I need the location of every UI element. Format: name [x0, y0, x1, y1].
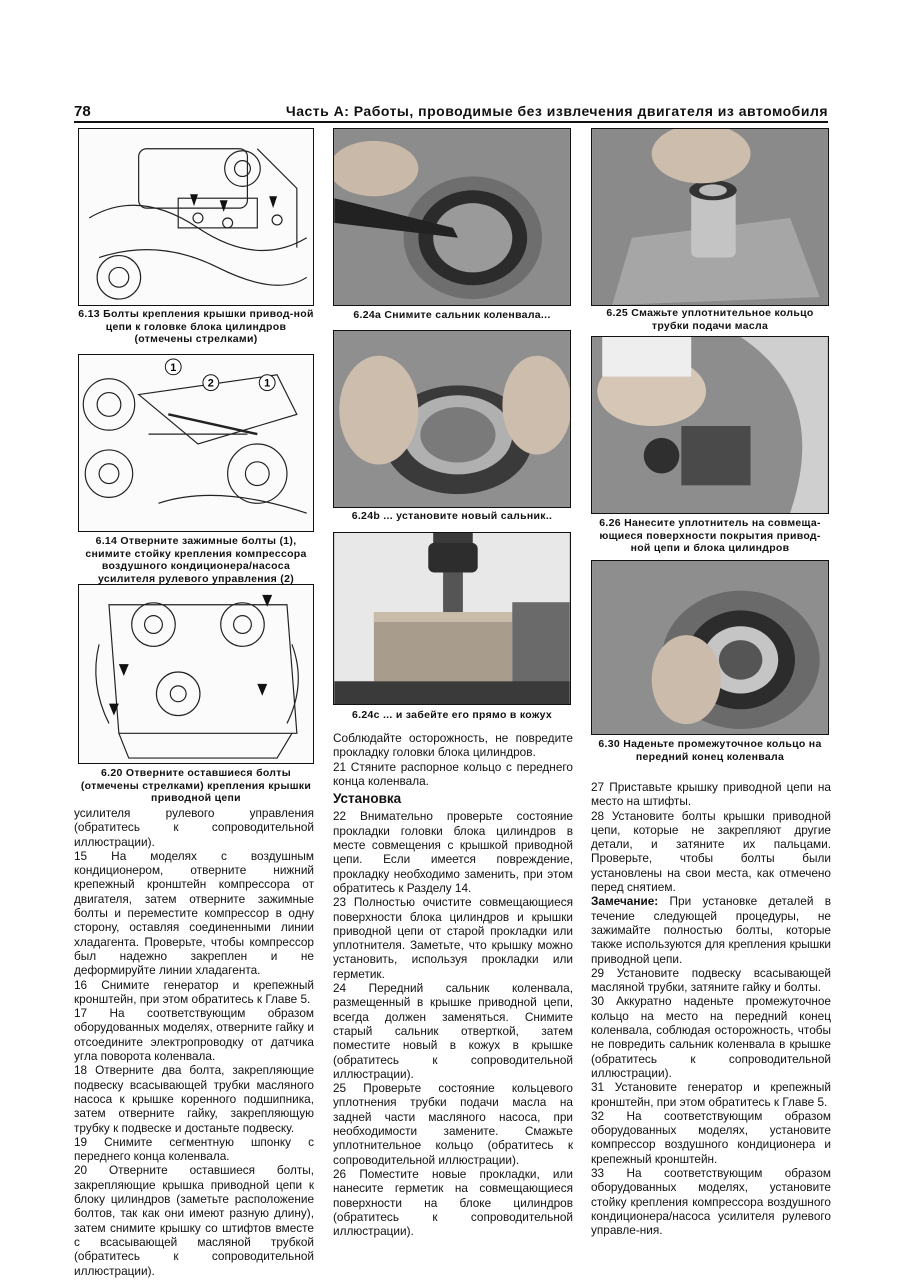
header-rule	[74, 121, 828, 123]
page-number: 78	[74, 103, 91, 120]
seal-install-photo-icon	[334, 331, 570, 507]
page-header	[74, 103, 828, 123]
figure-6-26-caption: 6.26 Нанесите уплотнитель на совмеща-ющиеся поверхности покрытия привод-ной цепи и блока цилиндров	[599, 517, 821, 554]
paragraph-33: 33 На соответствующим образом оборудованных моделях, установите стойку крепления компрессора воздушного кондиционера/насоса усилителя рулевого управле-ния.	[591, 1166, 831, 1238]
section-heading-installation: Установка	[333, 791, 402, 807]
paragraph-25: 25 Проверьте состояние кольцевого уплотнения трубки подачи масла на задней части масляного насоса, при необходимости замените. Смажьте уплотнительное кольцо (обратитесь к сопроводительной иллюстрации).	[333, 1081, 573, 1167]
note-text: При установке деталей в течение следующей процедуры, не зажимайте полностью болты, которые также используются для крепления крышки приводной цепи.	[591, 894, 831, 966]
figure-6-13-caption: 6.13 Болты крепления крышки привод-ной цепи к головке блока цилиндров (отмечены стрелками)	[78, 308, 314, 345]
paragraph-15: 15 На моделях с воздушным кондиционером, отверните нижний крепежный кронштейн компрессора от двигателя, затем отверните зажимные болты и переместите компрессор в одну сторону, оставляя соединенными линии хладагента. Проверьте, чтобы компрессор был надежно закреплен и не деформируйте линии хладагента.	[74, 848, 314, 978]
engine-line-drawing-icon	[79, 129, 313, 305]
figure-6-20-caption: 6.20 Отверните оставшиеся болты (отмечены стрелками) крепления крышки приводной цепи	[80, 767, 312, 804]
paragraph-23: 23 Полностью очистите совмещающиеся поверхности блока цилиндров и крышки приводной цепи от старой прокладки или уплотнителя. Заметьте, что крышку можно установить, используя прокладки или герметик.	[333, 895, 573, 981]
paragraph-30: 30 Аккуратно наденьте промежуточное кольцо на место на передний конец коленвала, соблюдая осторожность, чтобы не повредить сальник коленвала в крышке (обратитесь к сопроводительной иллюстрации).	[591, 994, 831, 1080]
figure-6-13-image	[78, 128, 314, 306]
callout-1-b	[259, 375, 275, 391]
paragraph-21: 21 Стяните распорное кольцо с переднего конца коленвала.	[333, 759, 573, 788]
paragraph-27: 27 Приставьте крышку приводной цепи на место на штифты.	[591, 780, 831, 809]
callout-1-a	[165, 359, 181, 375]
figure-6-24a-image	[333, 128, 571, 306]
text-column-1	[74, 806, 314, 1278]
svg-text:1: 1	[170, 361, 177, 374]
paragraph-29: 29 Установите подвеску всасывающей масляной трубки, затяните гайку и болты.	[591, 965, 831, 995]
paragraph-20: 20 Отверните оставшиеся болты, закрепляющие крышка приводной цепи к блоку цилиндров (заметьте расположение болтов, так как они имеют разную длину), затем снимите крышку со штифтов вместе с всасывающей масляной трубкой (обратитесь к сопроводительной иллюстрации).	[74, 1163, 314, 1278]
paragraph-32: 32 На соответствующим образом оборудованных моделях, установите компрессор воздушного кондиционера и крепежный кронштейн.	[591, 1108, 831, 1166]
figure-6-20-image	[78, 584, 314, 764]
page-title: Часть А: Работы, проводимые без извлечения двигателя из автомобиля	[285, 103, 828, 119]
paragraph-18: 18 Отверните два болта, закрепляющие подвеску всасывающей трубки масляного насоса к крышке коренного подшипника, затем отверните гайку, закрепляющую трубку к подвеске и достаньте подвеску.	[74, 1063, 314, 1135]
seal-removal-photo-icon	[334, 129, 570, 305]
figure-6-24c-caption: 6.24c ... и забейте его прямо в кожух	[351, 709, 553, 721]
spacer-ring-photo-icon	[592, 561, 828, 734]
svg-text:1: 1	[264, 377, 271, 390]
hammer-photo-icon	[334, 533, 570, 704]
paragraph-24: 24 Передний сальник коленвала, размещенный в крышке приводной цепи, всегда должен заменяться. Снимите старый сальник отверткой, затем поместите новый в кожух в крышке (обратитесь к сопроводительной иллюстрации).	[333, 981, 573, 1081]
figure-6-30-caption: 6.30 Наденьте промежуточное кольцо на передний конец коленвала	[598, 738, 822, 763]
figure-6-25-caption: 6.25 Смажьте уплотнительное кольцо трубки подачи масла	[606, 307, 814, 332]
note-label: Замечание:	[591, 894, 659, 909]
figure-6-30-image	[591, 560, 829, 735]
text-column-3	[591, 780, 831, 1238]
figure-6-24a-caption: 6.24a Снимите сальник коленвала...	[353, 309, 551, 321]
svg-text:2: 2	[207, 377, 214, 390]
figure-6-24c-image	[333, 532, 571, 705]
sealant-photo-icon	[592, 337, 828, 513]
paragraph-22: 22 Внимательно проверьте состояние прокладки головки блока цилиндров в месте совмещения с крышкой приводной цепи. Если имеется повреждение, прокладку необходимо заменить, при этом обратитесь к Разделу 14.	[333, 809, 573, 895]
figure-6-25-image	[591, 128, 829, 306]
figure-6-14-image	[78, 354, 314, 532]
note-paragraph	[591, 894, 831, 965]
callout-2	[203, 375, 219, 391]
paragraph-26: 26 Поместите новые прокладки, или нанесите герметик на совмещающиеся поверхности на блоке цилиндров (обратитесь к сопроводительной иллюстрации).	[333, 1166, 573, 1239]
figure-6-14-caption: 6.14 Отверните зажимные болты (1), снимите стойку крепления компрессора воздушного кондиционера/насоса усилителя рулевого управления (2)	[85, 535, 307, 585]
text-column-2	[333, 731, 573, 1238]
figure-6-24b-caption: 6.24b ... установите новый сальник..	[351, 510, 553, 522]
figure-6-26-image	[591, 336, 829, 514]
paragraph-14-cont: усилителя рулевого управления (обратитесь к сопроводительной иллюстрации).	[74, 806, 314, 849]
paragraph-16: 16 Снимите генератор и крепежный кронштейн, при этом обратитесь к Главе 5.	[74, 977, 314, 1006]
oil-tube-photo-icon	[592, 129, 828, 305]
paragraph-17: 17 На соответствующим образом оборудованных моделях, отверните гайку и отсоедините электропроводку от датчика угла поворота коленвала.	[74, 1006, 314, 1064]
paragraph-28: 28 Установите болты крышки приводной цепи, которые не закрепляют другие детали, и затяните их пальцами. Проверьте, чтобы болты были установлены на свои места, как отмечено перед снятием.	[591, 808, 831, 895]
figure-6-24b-image	[333, 330, 571, 508]
paragraph-20-cont: Соблюдайте осторожность, не повредите прокладку головки блока цилиндров.	[333, 731, 573, 760]
paragraph-19: 19 Снимите сегментную шпонку с переднего конца коленвала.	[74, 1134, 314, 1164]
paragraph-31: 31 Установите генератор и крепежный кронштейн, при этом обратитесь к Главе 5.	[591, 1080, 831, 1109]
